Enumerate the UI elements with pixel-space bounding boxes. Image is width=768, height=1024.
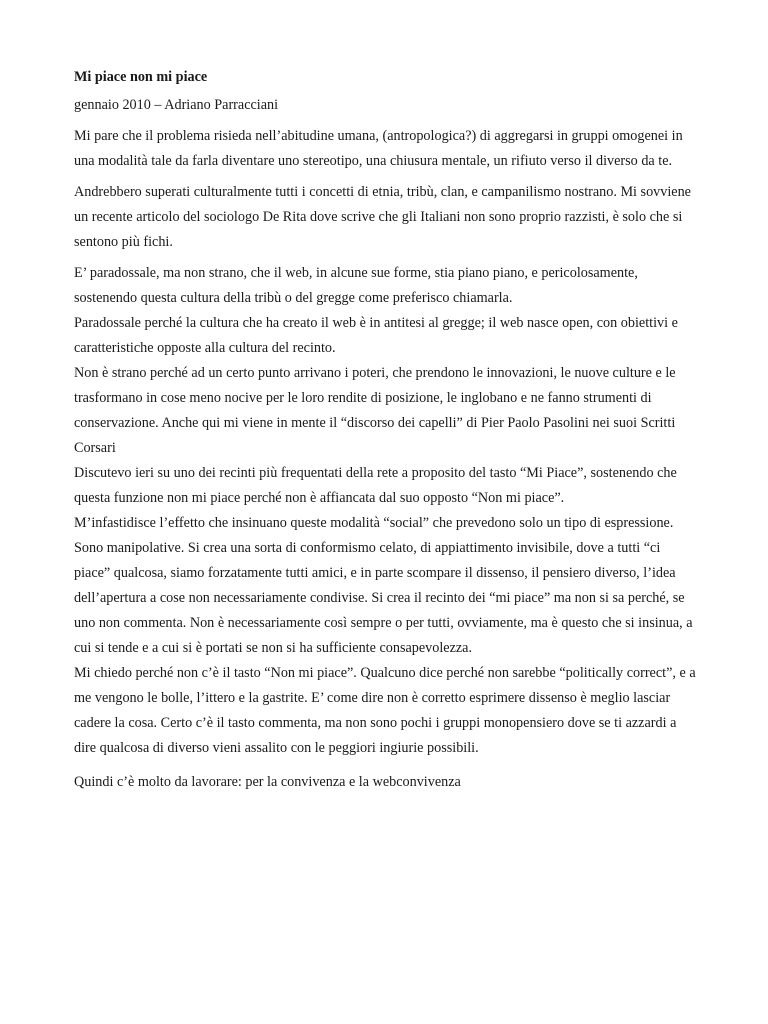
- paragraph-1: Mi pare che il problema risieda nell’abitudine umana, (antropologica?) di aggregarsi in gruppi omogenei in una modalità tale da farla diventare uno stereotipo, una chiusura mentale, un rifiuto verso il diverso da te.: [74, 128, 683, 169]
- paragraph-3: E’ paradossale, ma non strano, che il web, in alcune sue forme, stia piano piano, e pericolosamente, sostenendo questa cultura della tribù o del gregge come preferisco chiamarla.: [74, 265, 638, 306]
- document-title: Mi piace non mi piace: [74, 69, 208, 85]
- document-byline: gennaio 2010 – Adriano Parracciani: [74, 97, 279, 113]
- paragraph-7: M’infastidisce l’effetto che insinuano queste modalità “social” che prevedono solo un tipo di espressione. Sono manipolative. Si crea una sorta di conformismo celato, di appiattimento invisibile, dove a tutti “ci piace” qualcosa, siamo forzatamente tutti amici, e in parte scompare il dissenso, il pensiero diverso, l’idea dell’apertura a cose non necessariamente condivise. Si crea il recinto dei “mi piace” ma non si sa perché, se uno non commenta. Non è necessariamente così sempre o per tutti, ovviamente, ma è questo che si insinua, a cui si tende e a cui si è portati se non si ha sufficiente consapevolezza.: [74, 515, 693, 656]
- paragraph-5: Non è strano perché ad un certo punto arrivano i poteri, che prendono le innovazioni, le nuove culture e le trasformano in cose meno nocive per le loro rendite di posizione, le inglobano e ne fanno strumenti di conservazione. Anche qui mi viene in mente il “discorso dei capelli” di Pier Paolo Pasolini nei suoi Scritti Corsari: [74, 365, 676, 456]
- paragraph-4: Paradossale perché la cultura che ha creato il web è in antitesi al gregge; il web nasce open, con obiettivi e caratteristiche opposte alla cultura del recinto.: [74, 315, 678, 356]
- paragraph-2: Andrebbero superati culturalmente tutti i concetti di etnia, tribù, clan, e campanilismo nostrano. Mi sovviene un recente articolo del sociologo De Rita dove scrive che gli Italiani non sono proprio razzisti, è solo che si sentono più fichi.: [74, 184, 691, 250]
- paragraph-8: Mi chiedo perché non c’è il tasto “Non mi piace”. Qualcuno dice perché non sarebbe “politically correct”, e a me vengono le bolle, l’ittero e la gastrite. E’ come dire non è corretto esprimere dissenso è meglio lasciar cadere la cosa. Certo c’è il tasto commenta, ma non sono pochi i gruppi monopensiero dove se ti azzardi a dire qualcosa di diverso vieni assalito con le peggiori ingiurie possibili.: [74, 665, 696, 756]
- paragraph-6: Discutevo ieri su uno dei recinti più frequentati della rete a proposito del tasto “Mi Piace”, sostenendo che questa funzione non mi piace perché non è affiancata dal suo opposto “Non mi piace”.: [74, 465, 677, 506]
- paragraph-9: Quindi c’è molto da lavorare: per la convivenza e la webconvivenza: [74, 774, 461, 790]
- document-page: [74, 66, 700, 795]
